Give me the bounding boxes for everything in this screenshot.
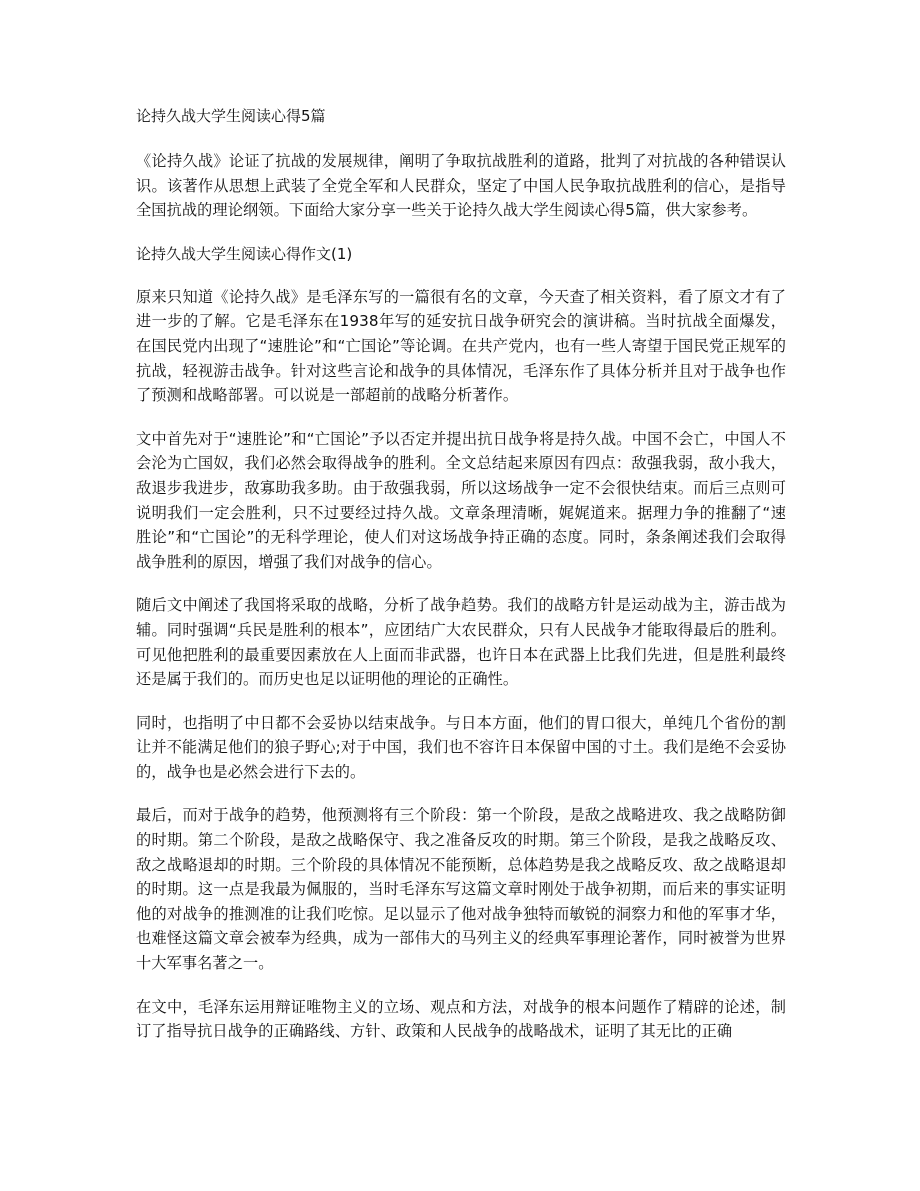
- intro-paragraph: 《论持久战》论证了抗战的发展规律，阐明了争取抗战胜利的道路，批判了对抗战的各种错误认识。该著作从思想上武装了全党全军和人民群众，坚定了中国人民争取抗战胜利的信心，是指导全国抗战的理论纲领。下面给大家分享一些关于论持久战大学生阅读心得5篇，供大家参考。: [136, 152, 786, 220]
- body-paragraph: 同时，也指明了中日都不会妥协以结束战争。与日本方面，他们的胃口很大，单纯几个省份的割让并不能满足他们的狼子野心;对于中国，我们也不容许日本保留中国的寸土。我们是绝不会妥协的，战争也是必然会进行下去的。: [136, 713, 786, 781]
- body-paragraph: 在文中，毛泽东运用辩证唯物主义的立场、观点和方法，对战争的根本问题作了精辟的论述，制订了指导抗日战争的正确路线、方针、政策和人民战争的战略战术，证明了其无比的正确: [136, 997, 786, 1041]
- document-page: [136, 104, 786, 1063]
- body-paragraph: 随后文中阐述了我国将采取的战略，分析了战争趋势。我们的战略方针是运动战为主，游击战为辅。同时强调“兵民是胜利的根本”，应团结广大农民群众，只有人民战争才能取得最后的胜利。可见他把胜利的最重要因素放在人上面而非武器，也许日本在武器上比我们先进，但是胜利最终还是属于我们的。而历史也足以证明他的理论的正确性。: [136, 596, 786, 689]
- document-title: 论持久战大学生阅读心得5篇: [136, 107, 326, 125]
- body-paragraph: 最后，而对于战争的趋势，他预测将有三个阶段：第一个阶段，是敌之战略进攻、我之战略防御的时期。第二个阶段，是敌之战略保守、我之准备反攻的时期。第三个阶段，是我之战略反攻、敌之战略退却的时期。三个阶段的具体情况不能预断，总体趋势是我之战略反攻、敌之战略退却的时期。这一点是我最为佩服的，当时毛泽东写这篇文章时刚处于战争初期，而后来的事实证明他的对战争的推测准的让我们吃惊。足以显示了他对战争独特而敏锐的洞察力和他的军事才华，也难怪这篇文章会被奉为经典，成为一部伟大的马列主义的经典军事理论著作，同时被誉为世界十大军事名著之一。: [136, 806, 786, 973]
- body-paragraph: 文中首先对于“速胜论”和“亡国论”予以否定并提出抗日战争将是持久战。中国不会亡，中国人不会沦为亡国奴，我们必然会取得战争的胜利。全文总结起来原因有四点：敌强我弱，敌小我大，敌退步我进步，敌寡助我多助。由于敌强我弱，所以这场战争一定不会很快结束。而后三点则可说明我们一定会胜利，只不过要经过持久战。文章条理清晰，娓娓道来。据理力争的推翻了“速胜论”和“亡国论”的无科学理论，使人们对这场战争持正确的态度。同时，条条阐述我们会取得战争胜利的原因，增强了我们对战争的信心。: [136, 429, 786, 571]
- body-paragraph: 原来只知道《论持久战》是毛泽东写的一篇很有名的文章，今天查了相关资料，看了原文才有了进一步的了解。它是毛泽东在1938年写的延安抗日战争研究会的演讲稿。当时抗战全面爆发，在国民党内出现了“速胜论”和“亡国论”等论调。在共产党内，也有一些人寄望于国民党正规军的抗战，轻视游击战争。针对这些言论和战争的具体情况，毛泽东作了具体分析并且对于战争也作了预测和战略部署。可以说是一部超前的战略分析著作。: [136, 287, 786, 405]
- section-title: 论持久战大学生阅读心得作文(1): [136, 244, 353, 263]
